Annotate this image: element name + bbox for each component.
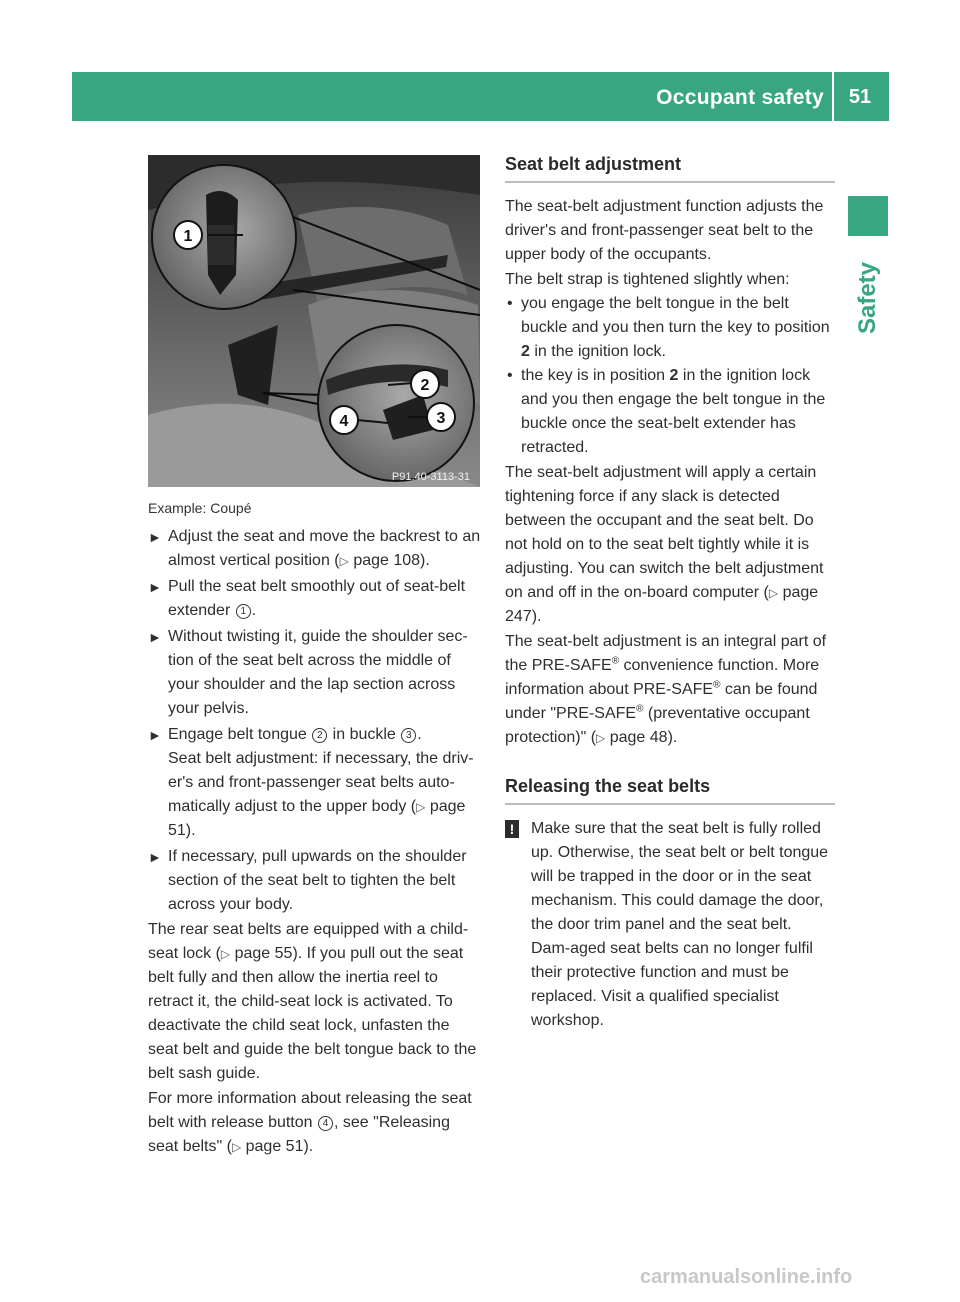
- triangle-arrow-icon: ►: [148, 849, 162, 865]
- page-ref-link[interactable]: page 51: [245, 1138, 304, 1155]
- page-ref-link[interactable]: page 55: [234, 945, 293, 962]
- bullet-item-2: • the key is in position 2 in the ignition lock and you then engage the belt tongue in the buckle once the seat-belt extender has retracted.: [505, 364, 835, 460]
- page-ref-arrow-icon: ▷: [416, 800, 426, 814]
- page-ref-arrow-icon: ▷: [231, 1140, 242, 1154]
- left-column: [148, 523, 484, 1159]
- page-ref-arrow-icon: ▷: [768, 586, 779, 600]
- image-code: P91.40-3113-31: [391, 471, 470, 483]
- callout-2: [411, 370, 439, 398]
- registered-mark: ®: [611, 655, 620, 667]
- heading-releasing-seat-belts: Releasing the seat belts: [505, 772, 835, 805]
- step-3: ► Without twisting it, guide the shoulder sec-tion of the seat belt across the middle of your shoulder and the lap section across your pelvis.: [148, 625, 484, 721]
- page-ref-link[interactable]: page 247: [505, 584, 819, 625]
- callout-3: [427, 403, 455, 431]
- bullet-item-1: • you engage the belt tongue in the belt buckle and you then turn the key to position 2 in the ignition lock.: [505, 292, 835, 364]
- triangle-arrow-icon: ►: [148, 579, 162, 595]
- chapter-marker: [848, 196, 888, 236]
- child-seat-lock-paragraph: The rear seat belts are equipped with a child-seat lock (▷ page 55). If you pull out the seat belt fully and then allow the inertia reel to retract it, the child-seat lock is activated. To deactivate the child seat lock, unfasten the seat belt and guide the belt tongue back to the belt sash guide.: [148, 921, 477, 1082]
- callout-ref-4: 4: [318, 1116, 333, 1131]
- step-2: ► Pull the seat belt smoothly out of seat-belt extender 1 .: [148, 575, 484, 623]
- callout-ref-1: 1: [236, 604, 251, 619]
- bullet-dot-icon: •: [507, 295, 513, 312]
- exclamation-icon: !: [505, 820, 519, 838]
- page-ref-link[interactable]: page 51: [168, 798, 466, 839]
- callout-1: [174, 221, 202, 249]
- heading-seat-belt-adjustment: Seat belt adjustment: [505, 150, 835, 183]
- triangle-arrow-icon: ►: [148, 629, 162, 645]
- section-title: Occupant safety: [656, 86, 824, 109]
- figure-caption: Example: Coupé: [148, 500, 252, 516]
- watermark: carmanualsonline.info: [640, 1266, 853, 1288]
- callout-ref-2: 2: [312, 728, 327, 743]
- chapter-tab: [841, 258, 895, 338]
- svg-text:2: 2: [420, 377, 430, 394]
- triangle-arrow-icon: ►: [148, 727, 162, 743]
- registered-mark: ®: [713, 679, 721, 691]
- triangle-arrow-icon: ►: [148, 529, 162, 545]
- page-ref-arrow-icon: ▷: [596, 731, 606, 745]
- intro-paragraph: The seat-belt adjustment function adjusts the driver's and front-passenger seat belt to the upper body of the occupants.: [505, 198, 824, 263]
- registered-mark: ®: [636, 703, 644, 715]
- svg-text:4: 4: [339, 413, 349, 430]
- svg-text:1: 1: [183, 228, 193, 245]
- page-ref-arrow-icon: ▷: [220, 947, 231, 961]
- right-column: [505, 150, 835, 1033]
- seat-belt-illustration: [148, 155, 480, 487]
- svg-text:3: 3: [436, 410, 446, 427]
- page-ref-link[interactable]: page 108: [353, 552, 421, 569]
- callout-ref-3: 3: [401, 728, 416, 743]
- callout-4: [330, 406, 358, 434]
- tightening-paragraph: The seat-belt adjustment will apply a certain tightening force if any slack is detected between the occupant and the seat belt. Do not hold on to the seat belt tightly while it is adjusting. You can switch the belt adjustment on and off in the on-board computer (▷ page 247).: [505, 464, 824, 625]
- step-5: ► If necessary, pull upwards on the shoulder section of the seat belt to tighten the belt across your body.: [148, 845, 484, 917]
- page-ref-arrow-icon: ▷: [339, 554, 349, 568]
- step-1: ► Adjust the seat and move the backrest to an almost vertical position (▷ page 108).: [148, 525, 484, 573]
- release-info-paragraph: For more information about releasing the seat belt with release button 4 , see "Releasing seat belts" (▷ page 51).: [148, 1090, 472, 1155]
- bullet-dot-icon: •: [507, 367, 513, 384]
- seat-belt-photo: [148, 155, 480, 487]
- page-ref-link[interactable]: page 48: [609, 729, 668, 746]
- warning-note: ! Make sure that the seat belt is fully rolled up. Otherwise, the seat belt or belt tongue will be trapped in the door or in the seat mechanism. This could damage the door, the door trim panel and the seat belt. Dam-aged seat belts can no longer fulfil their protective function and must be replaced. Visit a qualified specialist workshop.: [505, 817, 835, 1033]
- when-paragraph: The belt strap is tightened slightly when:: [505, 271, 790, 288]
- pre-safe-paragraph: The seat-belt adjustment is an integral part of the PRE-SAFE® convenience function. More information about PRE-SAFE® can be found under "PRE-SAFE® (preventative occupant protection)" (▷ page 48).: [505, 633, 827, 746]
- step-4: ► Engage belt tongue 2 in buckle 3 . Seat belt adjustment: if necessary, the driv-er's and front-passenger seat belts auto-matically adjust to the upper body (▷ page 51).: [148, 723, 484, 843]
- chapter-tab-label: Safety: [854, 261, 881, 335]
- page-number: 51: [848, 86, 872, 108]
- header-separator: [832, 72, 834, 121]
